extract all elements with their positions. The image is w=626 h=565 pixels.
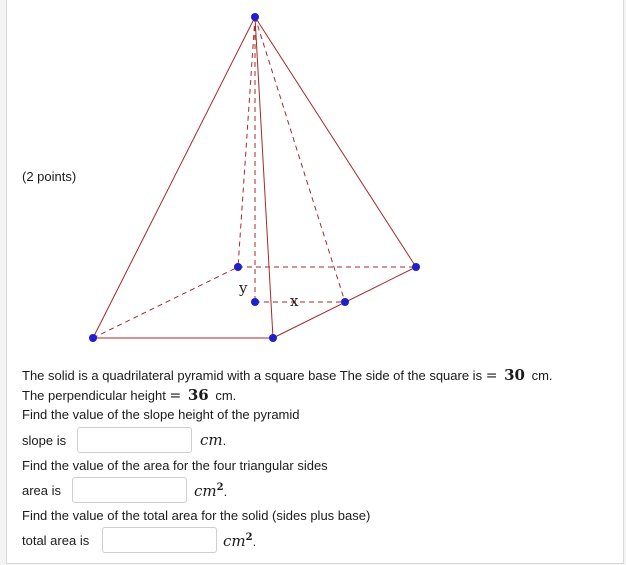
slope-input[interactable] <box>77 427 192 453</box>
vertex-base-center <box>251 298 259 306</box>
slope-suffix: . <box>222 433 227 448</box>
total-label: total area is <box>22 533 90 548</box>
total-unit-exponent: 2 <box>245 532 253 543</box>
height-unit: cm. <box>215 388 237 403</box>
area-unit-exponent: 2 <box>216 482 224 493</box>
slope-label: slope is <box>22 433 67 448</box>
slope-unit <box>200 431 226 450</box>
prompt-slope: Find the value of the slope height of the pyramid <box>22 407 300 422</box>
height-line <box>22 386 236 405</box>
height-text: The perpendicular height <box>22 388 166 403</box>
total-input[interactable] <box>102 527 217 553</box>
total-suffix: . <box>252 534 257 549</box>
area-unit-text <box>194 482 224 500</box>
vertex-edge-midpoint <box>341 298 349 306</box>
edge-apex-front-right <box>255 17 273 338</box>
edge-apex-back-left-hidden <box>238 17 255 267</box>
question-card <box>6 0 624 564</box>
vertex-back-right <box>412 263 420 271</box>
area-unit-base: cm <box>194 482 217 500</box>
pyramid-figure <box>83 7 463 347</box>
side-unit: cm. <box>531 368 553 383</box>
intro-line <box>22 366 553 385</box>
label-x: x <box>290 292 299 310</box>
prompt-total: Find the value of the total area for the solid (sides plus base) <box>22 508 371 523</box>
vertex-front-left <box>89 334 97 342</box>
intro-text: The solid is a quadrilateral pyramid with a square base The side of the square is <box>22 368 483 383</box>
height-value: 36 <box>187 386 209 404</box>
slope-unit-text: cm <box>200 431 223 449</box>
label-y: y <box>239 279 248 297</box>
edge-apex-front-left <box>93 17 255 338</box>
side-value: 30 <box>504 366 525 384</box>
intro-equals: = <box>485 368 498 384</box>
edge-apex-back-right <box>255 17 416 267</box>
area-label: area is <box>22 483 62 498</box>
vertex-apex <box>251 13 259 21</box>
total-unit <box>223 529 256 551</box>
total-unit-text <box>223 532 253 550</box>
area-suffix: . <box>223 484 228 499</box>
edge-base-left-hidden <box>93 267 238 338</box>
prompt-area-sides: Find the value of the area for the four triangular sides <box>22 458 328 473</box>
points-label: (2 points) <box>22 169 77 184</box>
area-input[interactable] <box>72 477 187 503</box>
area-unit <box>194 479 227 501</box>
pyramid-diagram <box>83 7 463 347</box>
height-equals: = <box>169 388 182 404</box>
total-unit-base: cm <box>223 532 246 550</box>
vertex-back-left <box>234 263 242 271</box>
vertex-front-right <box>269 334 277 342</box>
